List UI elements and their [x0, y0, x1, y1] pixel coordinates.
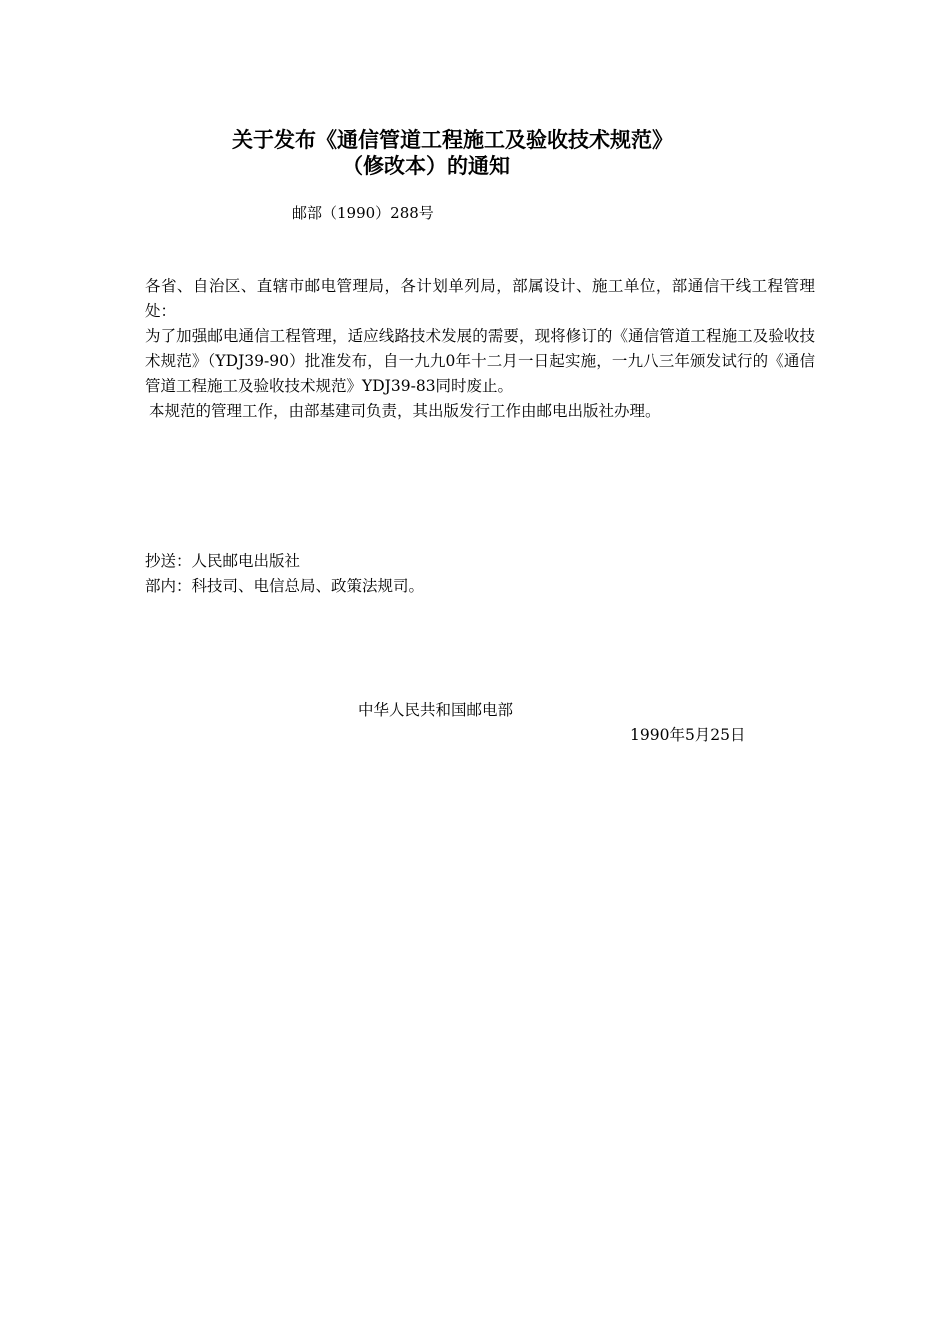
addressee-paragraph: 各省、自治区、直辖市邮电管理局，各计划单列局，部属设计、施工单位，部通信干线工程管理处：	[145, 277, 815, 320]
body-paragraph-2-text: 本规范的管理工作，由部基建司负责，其出版发行工作由邮电出版社办理。	[149, 402, 661, 420]
issue-date: 1990年5月25日	[630, 726, 746, 744]
carbon-copy-internal: 部内：科技司、电信总局、政策法规司。	[145, 577, 425, 595]
body-paragraph-2	[145, 399, 815, 424]
notice-title-line-2: （修改本）的通知	[342, 153, 510, 178]
document-number: 邮部（1990）288号	[292, 204, 434, 222]
issuing-authority: 中华人民共和国邮电部	[358, 701, 514, 719]
notice-title-line-1: 关于发布《通信管道工程施工及验收技术规范》	[232, 127, 673, 152]
carbon-copy-external: 抄送：人民邮电出版社	[145, 552, 301, 570]
body-paragraph-1: 为了加强邮电通信工程管理，适应线路技术发展的需要，现将修订的《通信管道工程施工及验收技术规范》（YDJ39-90）批准发布，自一九九0年十二月一日起实施，一九八三年颁发试行的《通信管道工程施工及验收技术规范》YDJ39-83同时废止。	[145, 327, 815, 395]
